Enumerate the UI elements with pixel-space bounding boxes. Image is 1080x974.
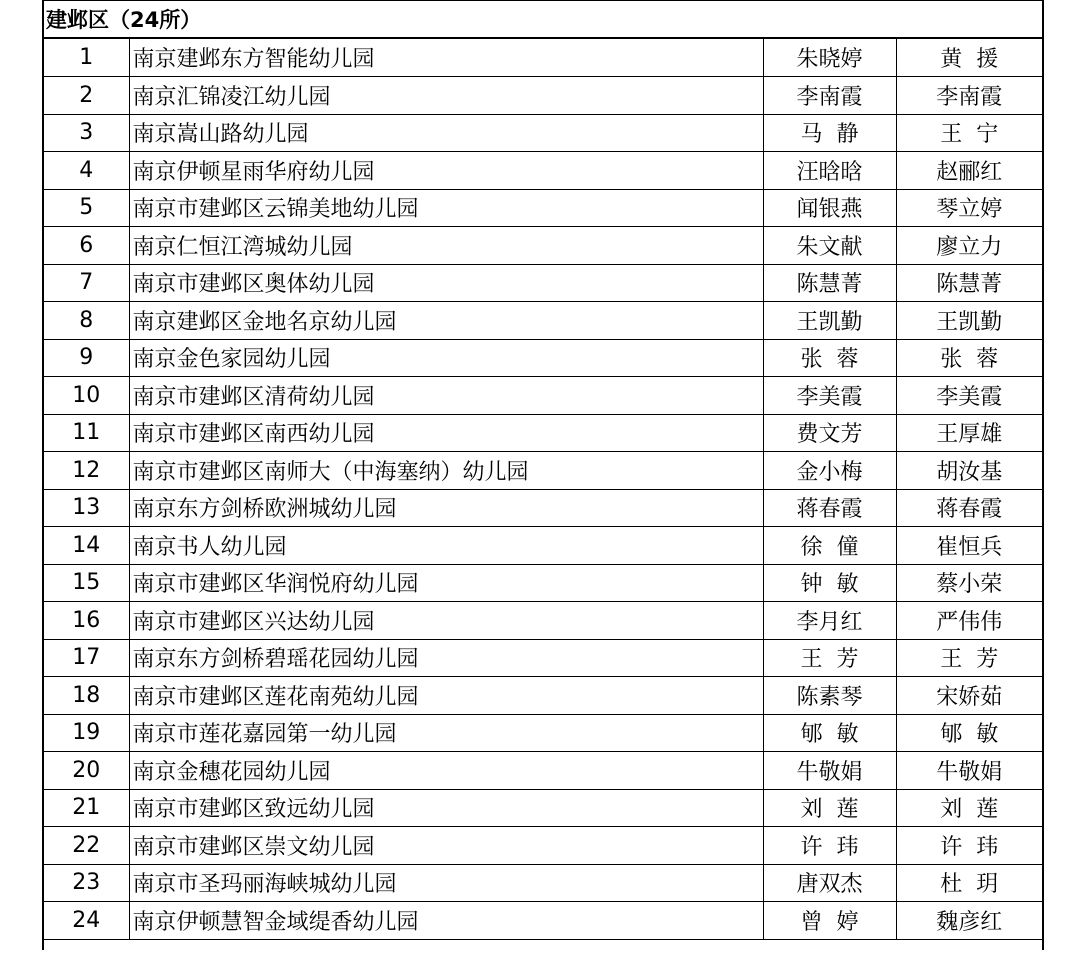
person-a-cell: 费文芳 [763,414,896,452]
table-row [44,77,1042,115]
person-b-cell: 廖立力 [896,227,1042,265]
row-index-cell: 4 [44,152,129,190]
person-b-cell: 黄 援 [896,39,1042,77]
table-row [44,602,1042,640]
kindergarten-name-cell: 南京市建邺区云锦美地幼儿园 [129,189,763,227]
table-row [44,114,1042,152]
table-row [44,677,1042,715]
kindergarten-name-cell: 南京伊顿慧智金域缇香幼儿园 [129,902,763,940]
person-b-cell: 王厚雄 [896,414,1042,452]
table-row [44,339,1042,377]
row-index-cell: 11 [44,414,129,452]
table-row [44,564,1042,602]
row-index-cell: 20 [44,752,129,790]
table-row [44,714,1042,752]
row-index-cell: 10 [44,377,129,415]
row-index-cell: 23 [44,864,129,902]
person-b-cell: 王 宁 [896,114,1042,152]
table-row [44,864,1042,902]
kindergarten-name-cell: 南京市建邺区南西幼儿园 [129,414,763,452]
kindergarten-name-cell: 南京建邺区金地名京幼儿园 [129,302,763,340]
row-index-cell: 22 [44,827,129,865]
kindergarten-name-cell: 南京市建邺区崇文幼儿园 [129,827,763,865]
person-b-cell: 赵郦红 [896,152,1042,190]
row-index-cell: 16 [44,602,129,640]
row-index-cell: 18 [44,677,129,715]
kindergarten-table [44,39,1042,940]
person-a-cell: 朱晓婷 [763,39,896,77]
person-a-cell: 李美霞 [763,377,896,415]
kindergarten-name-cell: 南京汇锦凌江幼儿园 [129,77,763,115]
kindergarten-name-cell: 南京金色家园幼儿园 [129,339,763,377]
row-index-cell: 14 [44,527,129,565]
kindergarten-name-cell: 南京嵩山路幼儿园 [129,114,763,152]
row-index-cell: 15 [44,564,129,602]
person-b-cell: 陈慧菁 [896,264,1042,302]
row-index-cell: 2 [44,77,129,115]
person-a-cell: 王凯勤 [763,302,896,340]
table-row [44,302,1042,340]
person-a-cell: 陈慧菁 [763,264,896,302]
kindergarten-table-sheet [42,0,1044,950]
person-a-cell: 刘 莲 [763,789,896,827]
person-a-cell: 徐 僮 [763,527,896,565]
table-row [44,639,1042,677]
person-a-cell: 陈素琴 [763,677,896,715]
kindergarten-name-cell: 南京市圣玛丽海峡城幼儿园 [129,864,763,902]
person-b-cell: 郇 敏 [896,714,1042,752]
person-a-cell: 钟 敏 [763,564,896,602]
person-b-cell: 张 蓉 [896,339,1042,377]
row-index-cell: 5 [44,189,129,227]
kindergarten-name-cell: 南京市建邺区致远幼儿园 [129,789,763,827]
person-b-cell: 琴立婷 [896,189,1042,227]
person-a-cell: 牛敬娟 [763,752,896,790]
kindergarten-name-cell: 南京市建邺区兴达幼儿园 [129,602,763,640]
row-index-cell: 12 [44,452,129,490]
person-b-cell: 许 玮 [896,827,1042,865]
kindergarten-name-cell: 南京仁恒江湾城幼儿园 [129,227,763,265]
person-a-cell: 李月红 [763,602,896,640]
table-row [44,189,1042,227]
table-row [44,452,1042,490]
row-index-cell: 21 [44,789,129,827]
person-a-cell: 李南霞 [763,77,896,115]
person-b-cell: 宋娇茹 [896,677,1042,715]
person-b-cell: 王 芳 [896,639,1042,677]
kindergarten-name-cell: 南京市莲花嘉园第一幼儿园 [129,714,763,752]
person-b-cell: 杜 玥 [896,864,1042,902]
table-row [44,527,1042,565]
row-index-cell: 1 [44,39,129,77]
kindergarten-name-cell: 南京金穗花园幼儿园 [129,752,763,790]
table-row [44,414,1042,452]
person-a-cell: 唐双杰 [763,864,896,902]
table-row [44,827,1042,865]
person-a-cell: 蒋春霞 [763,489,896,527]
kindergarten-name-cell: 南京市建邺区清荷幼儿园 [129,377,763,415]
person-b-cell: 崔恒兵 [896,527,1042,565]
table-row [44,152,1042,190]
person-a-cell: 马 静 [763,114,896,152]
person-b-cell: 刘 莲 [896,789,1042,827]
person-b-cell: 胡汝基 [896,452,1042,490]
kindergarten-name-cell: 南京市建邺区莲花南苑幼儿园 [129,677,763,715]
row-index-cell: 8 [44,302,129,340]
table-row [44,227,1042,265]
row-index-cell: 17 [44,639,129,677]
kindergarten-name-cell: 南京市建邺区奥体幼儿园 [129,264,763,302]
table-bottom-edge [44,940,1042,950]
person-b-cell: 王凯勤 [896,302,1042,340]
person-a-cell: 朱文献 [763,227,896,265]
person-b-cell: 李美霞 [896,377,1042,415]
row-index-cell: 3 [44,114,129,152]
table-row [44,902,1042,940]
person-a-cell: 郇 敏 [763,714,896,752]
person-b-cell: 蔡小荣 [896,564,1042,602]
table-row [44,789,1042,827]
person-a-cell: 汪晗晗 [763,152,896,190]
person-a-cell: 金小梅 [763,452,896,490]
kindergarten-name-cell: 南京市建邺区华润悦府幼儿园 [129,564,763,602]
person-a-cell: 许 玮 [763,827,896,865]
row-index-cell: 13 [44,489,129,527]
kindergarten-name-cell: 南京伊顿星雨华府幼儿园 [129,152,763,190]
person-a-cell: 张 蓉 [763,339,896,377]
kindergarten-name-cell: 南京书人幼儿园 [129,527,763,565]
kindergarten-name-cell: 南京东方剑桥碧瑶花园幼儿园 [129,639,763,677]
person-b-cell: 牛敬娟 [896,752,1042,790]
person-a-cell: 王 芳 [763,639,896,677]
kindergarten-name-cell: 南京市建邺区南师大（中海塞纳）幼儿园 [129,452,763,490]
row-index-cell: 9 [44,339,129,377]
person-b-cell: 李南霞 [896,77,1042,115]
table-row [44,39,1042,77]
district-title: 建邺区（24所） [44,0,1042,39]
person-b-cell: 严伟伟 [896,602,1042,640]
table-body [44,39,1042,939]
table-row [44,752,1042,790]
person-a-cell: 闻银燕 [763,189,896,227]
person-b-cell: 蒋春霞 [896,489,1042,527]
row-index-cell: 19 [44,714,129,752]
table-row [44,377,1042,415]
person-b-cell: 魏彦红 [896,902,1042,940]
row-index-cell: 6 [44,227,129,265]
row-index-cell: 24 [44,902,129,940]
table-row [44,489,1042,527]
person-a-cell: 曾 婷 [763,902,896,940]
kindergarten-name-cell: 南京建邺东方智能幼儿园 [129,39,763,77]
table-row [44,264,1042,302]
row-index-cell: 7 [44,264,129,302]
kindergarten-name-cell: 南京东方剑桥欧洲城幼儿园 [129,489,763,527]
